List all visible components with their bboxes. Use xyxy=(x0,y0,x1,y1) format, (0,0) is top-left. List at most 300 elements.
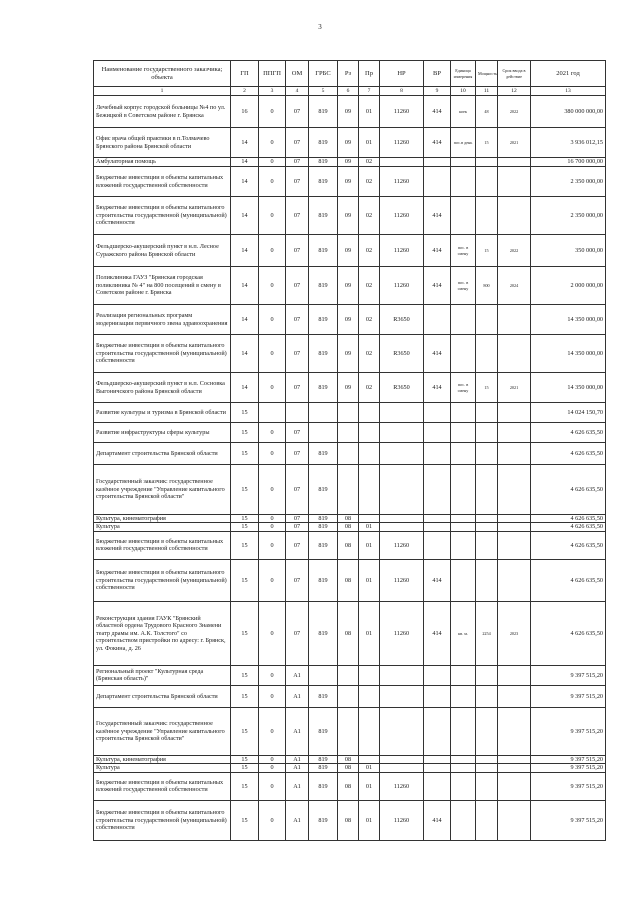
row-pr-cell xyxy=(359,685,380,707)
row-vr-cell: 414 xyxy=(424,96,451,128)
row-nr-cell xyxy=(380,665,424,685)
row-ppgp-cell: 0 xyxy=(259,423,286,443)
table-row xyxy=(94,158,606,167)
row-name-cell: Культура, кинематография xyxy=(94,755,231,763)
column-header-capacity: Мощность xyxy=(476,61,498,87)
row-ppgp-cell: 0 xyxy=(259,601,286,665)
row-nr-cell xyxy=(380,423,424,443)
row-ppgp-cell: 0 xyxy=(259,707,286,755)
column-header-gp: ГП xyxy=(231,61,259,87)
row-amount-cell: 4 626 635,50 xyxy=(531,523,606,531)
row-term-cell xyxy=(498,443,531,465)
column-number: 8 xyxy=(380,87,424,96)
row-term-cell xyxy=(498,800,531,840)
row-name-cell: Государственный заказчик: государственное казённое учреждение "Управление капитального строительства Брянской области" xyxy=(94,707,231,755)
row-name-cell: Бюджетные инвестиции в объекты капитального строительства государственной (муниципальной) собственности xyxy=(94,800,231,840)
row-name-cell: Бюджетные инвестиции в объекты капитального строительства государственной (муниципальной) собственности xyxy=(94,335,231,373)
row-om-cell: A1 xyxy=(286,755,309,763)
row-unit-cell xyxy=(451,443,476,465)
row-pr-cell: 01 xyxy=(359,128,380,158)
row-capacity-cell: 48 xyxy=(476,96,498,128)
row-term-cell xyxy=(498,707,531,755)
row-grbs-cell: 819 xyxy=(309,601,338,665)
row-ppgp-cell: 0 xyxy=(259,515,286,523)
row-gp-cell: 15 xyxy=(231,601,259,665)
row-unit-cell xyxy=(451,465,476,515)
row-grbs-cell: 819 xyxy=(309,443,338,465)
column-header-year: 2021 год xyxy=(531,61,606,87)
row-om-cell: A1 xyxy=(286,800,309,840)
column-number: 1 xyxy=(94,87,231,96)
column-header-grbs: ГРБС xyxy=(309,61,338,87)
row-name-cell: Развитие культуры и туризма в Брянской области xyxy=(94,403,231,423)
row-unit-cell xyxy=(451,197,476,235)
column-header-rz: Рз xyxy=(338,61,359,87)
row-nr-cell: 11260 xyxy=(380,800,424,840)
row-term-cell xyxy=(498,772,531,800)
row-vr-cell: 414 xyxy=(424,559,451,601)
row-grbs-cell: 819 xyxy=(309,197,338,235)
row-gp-cell: 15 xyxy=(231,665,259,685)
row-name-cell: Фельдшерско-акушерский пункт в н.п. Сосновка Выгоничского района Брянской области xyxy=(94,373,231,403)
row-pr-cell: 02 xyxy=(359,158,380,167)
row-gp-cell: 15 xyxy=(231,772,259,800)
row-capacity-cell xyxy=(476,515,498,523)
row-gp-cell: 15 xyxy=(231,443,259,465)
table-row xyxy=(94,423,606,443)
row-vr-cell xyxy=(424,443,451,465)
row-vr-cell xyxy=(424,707,451,755)
row-gp-cell: 14 xyxy=(231,373,259,403)
row-ppgp-cell: 0 xyxy=(259,158,286,167)
row-ppgp-cell: 0 xyxy=(259,465,286,515)
row-nr-cell xyxy=(380,764,424,772)
row-name-cell: Амбулаторная помощь xyxy=(94,158,231,167)
row-grbs-cell: 819 xyxy=(309,96,338,128)
row-capacity-cell: 800 xyxy=(476,267,498,305)
row-gp-cell: 14 xyxy=(231,235,259,267)
row-gp-cell: 14 xyxy=(231,128,259,158)
column-header-om: ОМ xyxy=(286,61,309,87)
row-ppgp-cell: 0 xyxy=(259,764,286,772)
row-rz-cell xyxy=(338,685,359,707)
row-amount-cell: 4 626 635,50 xyxy=(531,423,606,443)
row-rz-cell xyxy=(338,443,359,465)
row-ppgp-cell: 0 xyxy=(259,197,286,235)
row-vr-cell xyxy=(424,403,451,423)
row-nr-cell: 11260 xyxy=(380,96,424,128)
row-rz-cell xyxy=(338,423,359,443)
row-term-cell xyxy=(498,531,531,559)
row-amount-cell: 14 350 000,00 xyxy=(531,335,606,373)
row-gp-cell: 14 xyxy=(231,167,259,197)
row-gp-cell: 15 xyxy=(231,685,259,707)
row-rz-cell: 09 xyxy=(338,158,359,167)
table-row xyxy=(94,267,606,305)
row-pr-cell xyxy=(359,755,380,763)
row-amount-cell: 9 397 515,20 xyxy=(531,800,606,840)
row-grbs-cell: 819 xyxy=(309,531,338,559)
row-term-cell xyxy=(498,465,531,515)
row-amount-cell: 14 350 000,00 xyxy=(531,305,606,335)
row-rz-cell xyxy=(338,403,359,423)
row-grbs-cell xyxy=(309,423,338,443)
row-rz-cell: 08 xyxy=(338,515,359,523)
row-om-cell: 07 xyxy=(286,601,309,665)
row-grbs-cell: 819 xyxy=(309,373,338,403)
row-capacity-cell xyxy=(476,158,498,167)
table-row xyxy=(94,465,606,515)
row-gp-cell: 14 xyxy=(231,305,259,335)
table-row xyxy=(94,515,606,523)
row-grbs-cell: 819 xyxy=(309,335,338,373)
row-grbs-cell: 819 xyxy=(309,235,338,267)
row-capacity-cell xyxy=(476,443,498,465)
row-pr-cell: 02 xyxy=(359,235,380,267)
row-term-cell xyxy=(498,685,531,707)
row-unit-cell: пос. в смену xyxy=(451,267,476,305)
row-pr-cell xyxy=(359,515,380,523)
row-unit-cell xyxy=(451,167,476,197)
row-unit-cell xyxy=(451,523,476,531)
row-pr-cell: 02 xyxy=(359,197,380,235)
row-pr-cell: 02 xyxy=(359,335,380,373)
column-number-row xyxy=(94,87,606,96)
table-row xyxy=(94,764,606,772)
table-row xyxy=(94,707,606,755)
row-pr-cell xyxy=(359,403,380,423)
row-nr-cell xyxy=(380,523,424,531)
column-header-unit: Единица измерения xyxy=(451,61,476,87)
row-term-cell xyxy=(498,515,531,523)
row-vr-cell: 414 xyxy=(424,235,451,267)
row-name-cell: Бюджетные инвестиции в объекты капитальных вложений государственной собственности xyxy=(94,167,231,197)
row-name-cell: Фельдшерско-акушерский пункт в н.п. Лесное Суражского района Брянской области xyxy=(94,235,231,267)
row-amount-cell: 9 397 515,20 xyxy=(531,764,606,772)
row-vr-cell xyxy=(424,755,451,763)
table-row xyxy=(94,531,606,559)
row-amount-cell: 4 626 635,50 xyxy=(531,515,606,523)
row-pr-cell xyxy=(359,443,380,465)
row-capacity-cell xyxy=(476,523,498,531)
row-nr-cell: 11260 xyxy=(380,197,424,235)
row-capacity-cell: 15 xyxy=(476,373,498,403)
row-nr-cell xyxy=(380,465,424,515)
table-row xyxy=(94,523,606,531)
column-number: 10 xyxy=(451,87,476,96)
table-row xyxy=(94,235,606,267)
row-capacity-cell xyxy=(476,707,498,755)
row-name-cell: Культура xyxy=(94,764,231,772)
row-term-cell: 2022 xyxy=(498,235,531,267)
column-header-ppgp: ППГП xyxy=(259,61,286,87)
row-name-cell: Бюджетные инвестиции в объекты капитального строительства государственной (муниципальной) собственности xyxy=(94,197,231,235)
row-om-cell: A1 xyxy=(286,707,309,755)
table-row xyxy=(94,772,606,800)
row-grbs-cell: 819 xyxy=(309,764,338,772)
row-grbs-cell: 819 xyxy=(309,465,338,515)
row-capacity-cell xyxy=(476,665,498,685)
row-unit-cell: коек xyxy=(451,96,476,128)
row-capacity-cell xyxy=(476,685,498,707)
table-row xyxy=(94,167,606,197)
row-amount-cell: 4 626 635,50 xyxy=(531,601,606,665)
row-vr-cell xyxy=(424,515,451,523)
row-nr-cell xyxy=(380,685,424,707)
row-name-cell: Департамент строительства Брянской области xyxy=(94,685,231,707)
row-grbs-cell: 819 xyxy=(309,267,338,305)
row-amount-cell: 9 397 515,20 xyxy=(531,707,606,755)
row-ppgp-cell: 0 xyxy=(259,128,286,158)
row-name-cell: Бюджетные инвестиции в объекты капитального строительства государственной (муниципальной) собственности xyxy=(94,559,231,601)
table-row xyxy=(94,128,606,158)
row-ppgp-cell: 0 xyxy=(259,523,286,531)
row-unit-cell xyxy=(451,515,476,523)
row-capacity-cell xyxy=(476,772,498,800)
row-nr-cell xyxy=(380,707,424,755)
row-rz-cell xyxy=(338,665,359,685)
row-name-cell: Лечебный корпус городской больницы №4 по ул. Бежицкой в Советском районе г. Брянска xyxy=(94,96,231,128)
row-rz-cell: 08 xyxy=(338,559,359,601)
row-term-cell xyxy=(498,403,531,423)
row-capacity-cell: 15 xyxy=(476,128,498,158)
row-gp-cell: 15 xyxy=(231,764,259,772)
row-rz-cell: 08 xyxy=(338,800,359,840)
row-ppgp-cell: 0 xyxy=(259,373,286,403)
row-om-cell: 07 xyxy=(286,335,309,373)
row-ppgp-cell: 0 xyxy=(259,96,286,128)
row-amount-cell: 9 397 515,20 xyxy=(531,755,606,763)
row-gp-cell: 15 xyxy=(231,523,259,531)
row-amount-cell: 9 397 515,20 xyxy=(531,772,606,800)
row-vr-cell: 414 xyxy=(424,267,451,305)
row-ppgp-cell xyxy=(259,403,286,423)
row-amount-cell: 4 626 635,50 xyxy=(531,465,606,515)
row-capacity-cell: 15 xyxy=(476,235,498,267)
row-rz-cell: 09 xyxy=(338,373,359,403)
row-gp-cell: 14 xyxy=(231,197,259,235)
row-vr-cell: 414 xyxy=(424,128,451,158)
row-term-cell xyxy=(498,305,531,335)
row-om-cell xyxy=(286,403,309,423)
row-om-cell: 07 xyxy=(286,559,309,601)
row-om-cell: 07 xyxy=(286,523,309,531)
row-vr-cell xyxy=(424,531,451,559)
row-name-cell: Культура, кинематография xyxy=(94,515,231,523)
row-term-cell: 2024 xyxy=(498,267,531,305)
row-gp-cell: 15 xyxy=(231,515,259,523)
row-unit-cell xyxy=(451,665,476,685)
row-capacity-cell xyxy=(476,167,498,197)
row-vr-cell xyxy=(424,523,451,531)
row-name-cell: Государственный заказчик: государственное казённое учреждение "Управление капитального строительства Брянской области" xyxy=(94,465,231,515)
row-amount-cell: 4 626 635,50 xyxy=(531,559,606,601)
row-amount-cell: 350 000,00 xyxy=(531,235,606,267)
table-row xyxy=(94,443,606,465)
row-term-cell: 2021 xyxy=(498,128,531,158)
row-om-cell: 07 xyxy=(286,167,309,197)
row-gp-cell: 15 xyxy=(231,465,259,515)
column-number: 7 xyxy=(359,87,380,96)
row-om-cell: A1 xyxy=(286,665,309,685)
row-om-cell: 07 xyxy=(286,158,309,167)
row-grbs-cell: 819 xyxy=(309,685,338,707)
row-term-cell xyxy=(498,335,531,373)
row-ppgp-cell: 0 xyxy=(259,335,286,373)
row-om-cell: 07 xyxy=(286,465,309,515)
table-header-row xyxy=(94,61,606,87)
row-name-cell: Культура xyxy=(94,523,231,531)
row-om-cell: A1 xyxy=(286,764,309,772)
row-vr-cell: 414 xyxy=(424,373,451,403)
row-om-cell: A1 xyxy=(286,685,309,707)
row-unit-cell xyxy=(451,531,476,559)
row-gp-cell: 15 xyxy=(231,755,259,763)
row-capacity-cell xyxy=(476,465,498,515)
column-number: 5 xyxy=(309,87,338,96)
row-amount-cell: 9 397 515,20 xyxy=(531,685,606,707)
row-capacity-cell xyxy=(476,423,498,443)
row-ppgp-cell: 0 xyxy=(259,800,286,840)
row-nr-cell: 11260 xyxy=(380,772,424,800)
table-row xyxy=(94,800,606,840)
row-gp-cell: 15 xyxy=(231,531,259,559)
column-number: 3 xyxy=(259,87,286,96)
table-row xyxy=(94,665,606,685)
row-gp-cell: 14 xyxy=(231,267,259,305)
row-om-cell: 07 xyxy=(286,305,309,335)
row-unit-cell: кв. м. xyxy=(451,601,476,665)
row-ppgp-cell: 0 xyxy=(259,267,286,305)
row-rz-cell: 09 xyxy=(338,305,359,335)
row-amount-cell: 3 936 012,15 xyxy=(531,128,606,158)
row-rz-cell: 08 xyxy=(338,755,359,763)
row-grbs-cell: 819 xyxy=(309,755,338,763)
row-pr-cell: 01 xyxy=(359,772,380,800)
row-vr-cell xyxy=(424,665,451,685)
row-unit-cell xyxy=(451,800,476,840)
row-nr-cell: 11260 xyxy=(380,267,424,305)
row-pr-cell: 01 xyxy=(359,523,380,531)
row-capacity-cell xyxy=(476,531,498,559)
row-amount-cell: 4 626 635,50 xyxy=(531,531,606,559)
column-number: 2 xyxy=(231,87,259,96)
row-pr-cell: 02 xyxy=(359,267,380,305)
row-vr-cell xyxy=(424,167,451,197)
row-name-cell: Бюджетные инвестиции в объекты капитальных вложений государственной собственности xyxy=(94,772,231,800)
table-row xyxy=(94,601,606,665)
table-row xyxy=(94,305,606,335)
row-om-cell: 07 xyxy=(286,128,309,158)
row-grbs-cell: 819 xyxy=(309,800,338,840)
row-capacity-cell xyxy=(476,403,498,423)
row-amount-cell: 2 000 000,00 xyxy=(531,267,606,305)
table-row xyxy=(94,373,606,403)
row-unit-cell xyxy=(451,158,476,167)
row-capacity-cell xyxy=(476,197,498,235)
row-om-cell: 07 xyxy=(286,96,309,128)
row-capacity-cell xyxy=(476,764,498,772)
row-amount-cell: 9 397 515,20 xyxy=(531,665,606,685)
row-nr-cell: R3650 xyxy=(380,335,424,373)
row-vr-cell: 414 xyxy=(424,335,451,373)
row-vr-cell xyxy=(424,772,451,800)
column-number: 6 xyxy=(338,87,359,96)
row-rz-cell: 09 xyxy=(338,96,359,128)
row-rz-cell: 09 xyxy=(338,267,359,305)
row-term-cell xyxy=(498,423,531,443)
row-term-cell: 2023 xyxy=(498,601,531,665)
row-gp-cell: 14 xyxy=(231,158,259,167)
row-rz-cell: 08 xyxy=(338,523,359,531)
row-vr-cell: 414 xyxy=(424,601,451,665)
row-unit-cell xyxy=(451,755,476,763)
row-vr-cell xyxy=(424,158,451,167)
row-nr-cell: 11260 xyxy=(380,531,424,559)
table-row xyxy=(94,197,606,235)
row-term-cell xyxy=(498,755,531,763)
table-row xyxy=(94,403,606,423)
row-rz-cell: 09 xyxy=(338,167,359,197)
row-om-cell: 07 xyxy=(286,423,309,443)
row-name-cell: Развитие инфраструктуры сферы культуры xyxy=(94,423,231,443)
column-number: 11 xyxy=(476,87,498,96)
table-row xyxy=(94,755,606,763)
row-unit-cell xyxy=(451,305,476,335)
row-rz-cell: 08 xyxy=(338,531,359,559)
column-number: 13 xyxy=(531,87,606,96)
row-nr-cell xyxy=(380,443,424,465)
table-row xyxy=(94,96,606,128)
row-nr-cell: R3650 xyxy=(380,305,424,335)
row-name-cell: Департамент строительства Брянской области xyxy=(94,443,231,465)
row-pr-cell xyxy=(359,707,380,755)
row-name-cell: Офис врача общей практики в п.Толмачево Брянского района Брянской области xyxy=(94,128,231,158)
row-pr-cell: 01 xyxy=(359,96,380,128)
row-om-cell: 07 xyxy=(286,531,309,559)
row-grbs-cell: 819 xyxy=(309,128,338,158)
row-nr-cell: 11260 xyxy=(380,559,424,601)
row-ppgp-cell: 0 xyxy=(259,755,286,763)
row-unit-cell: пос. в смену xyxy=(451,235,476,267)
row-vr-cell xyxy=(424,423,451,443)
row-vr-cell xyxy=(424,764,451,772)
row-amount-cell: 14 350 000,00 xyxy=(531,373,606,403)
row-amount-cell: 380 000 000,00 xyxy=(531,96,606,128)
row-om-cell: 07 xyxy=(286,515,309,523)
row-unit-cell xyxy=(451,423,476,443)
row-grbs-cell xyxy=(309,403,338,423)
row-om-cell: 07 xyxy=(286,235,309,267)
row-term-cell: 2022 xyxy=(498,96,531,128)
row-term-cell xyxy=(498,197,531,235)
row-capacity-cell xyxy=(476,335,498,373)
row-term-cell xyxy=(498,559,531,601)
row-amount-cell: 14 024 150,70 xyxy=(531,403,606,423)
row-grbs-cell: 819 xyxy=(309,707,338,755)
row-pr-cell: 01 xyxy=(359,531,380,559)
row-capacity-cell xyxy=(476,755,498,763)
row-vr-cell xyxy=(424,465,451,515)
row-rz-cell: 08 xyxy=(338,772,359,800)
row-unit-cell xyxy=(451,403,476,423)
row-grbs-cell: 819 xyxy=(309,772,338,800)
row-ppgp-cell: 0 xyxy=(259,443,286,465)
row-rz-cell: 08 xyxy=(338,764,359,772)
row-unit-cell xyxy=(451,559,476,601)
row-ppgp-cell: 0 xyxy=(259,305,286,335)
row-grbs-cell: 819 xyxy=(309,559,338,601)
